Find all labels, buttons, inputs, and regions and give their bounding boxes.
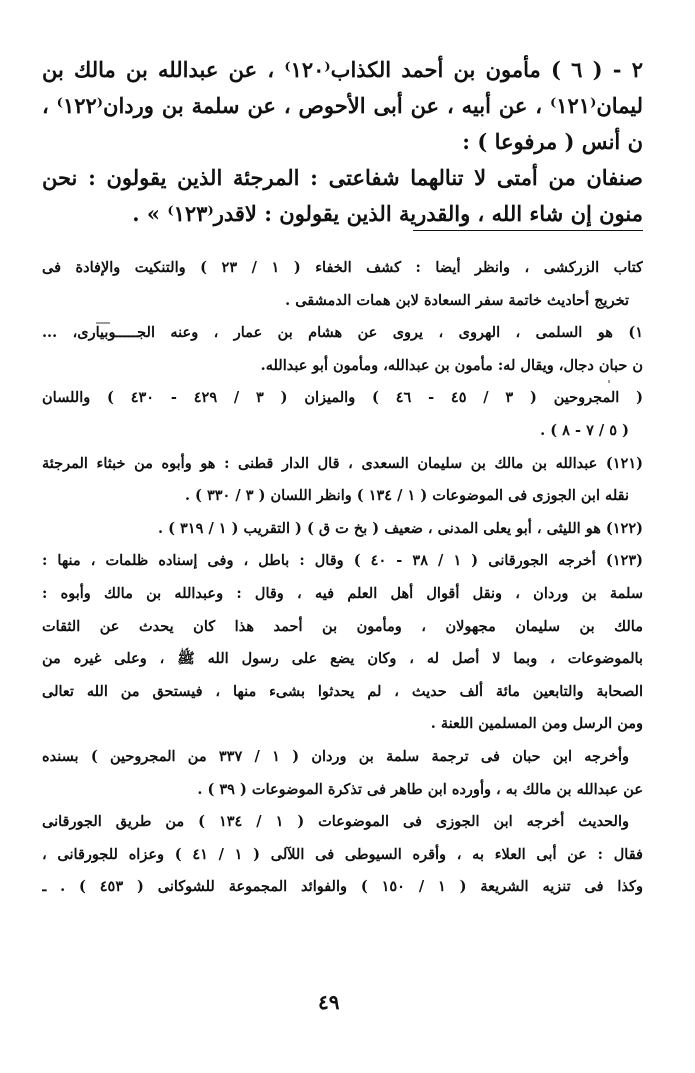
footnote-line: مالك بن سليمان مجهولان ، ومأمون بن أحمد هذا كان يحدث عن الثقات <box>42 617 643 635</box>
scan-speck <box>608 380 610 383</box>
footnote-line: (١٢٣) أخرجه الجورقانى ( ١ / ٣٨ - ٤٠ ) وقال : باطل ، وفى إسناده ظلمات ، منها : <box>42 552 643 570</box>
footnote-line: ( ٥ / ٧ - ٨ ) . <box>540 421 629 439</box>
footnote-line: ( المجروحين ( ٣ / ٤٥ - ٤٦ ) والميزان ( ٣ / ٤٢٩ - ٤٣٠ ) واللسان <box>42 389 643 407</box>
footnote-line: فقال : عن أبى العلاء به ، وأقره السيوطى فى اللآلى ( ١ / ٤١ ) وعزاه للجورقانى ، <box>42 845 643 863</box>
footnotes-block <box>42 252 643 904</box>
scan-speck <box>96 322 110 324</box>
main-line: منون إن شاء الله ، والقدرية الذين يقولون : لاقدر⁽١٢٣⁾ » . <box>132 201 643 226</box>
main-line: صنفان من أمتى لا تنالهما شفاعتى : المرجئة الذين يقولون : نحن <box>42 165 643 190</box>
footnote-line: ن حبان دجال، ويقال له: مأمون بن عبدالله، ومأمون أبو عبدالله. <box>260 356 643 374</box>
footnote-line: ١) هو السلمى ، الهروى ، يروى عن هشام بن عمار ، وعنه الجـــــوبيارى، ... <box>42 324 643 342</box>
footnote-line: عن عبدالله بن مالك به ، وأورده ابن طاهر فى تذكرة الموضوعات ( ٣٩ ) . <box>197 780 643 798</box>
footnote-line: ومن الرسل ومن المسلمين اللعنة . <box>430 715 643 733</box>
footnote-separator <box>413 230 643 231</box>
footnote-line: الصحابة والتابعين مائة ألف حديث ، لم يحدثوا بشىء منها ، فيستحق من الله تعالى <box>42 682 643 700</box>
footnote-line: بالموضوعات ، وبما لا أصل له ، وكان يضع على رسول الله ﷺ ، وعلى غيره من <box>42 650 643 668</box>
footnote-line: تخريج أحاديث خاتمة سفر السعادة لابن همات الدمشقى . <box>285 291 629 309</box>
footnote-line: (١٢٢) هو الليثى ، أبو يعلى المدنى ، ضعيف ( بخ ت ق ) ( التقريب ( ١ / ٣١٩ ) . <box>158 519 643 537</box>
footnote-line: سلمة بن وردان ، ونقل أقوال أهل العلم فيه ، وقال : وعبدالله بن مالك وأبوه : <box>42 584 643 602</box>
main-line: ن أنس ( مرفوعا ) : <box>462 129 643 154</box>
footnote-line: والحديث أخرجه ابن الجوزى فى الموضوعات ( ١ / ١٣٤ ) من طريق الجورقانى <box>42 813 629 831</box>
footnote-line: وأخرجه ابن حبان فى ترجمة سلمة بن وردان ( ١ / ٣٣٧ من المجروحين ) بسنده <box>42 747 629 765</box>
page-number: ٤٩ <box>318 990 340 1014</box>
main-line: ٢ - ( ٦ ) مأمون بن أحمد الكذاب⁽١٢٠⁾ ، عن عبدالله بن مالك بن <box>42 57 643 82</box>
footnote-line: (١٢١) عبدالله بن مالك بن سليمان السعدى ، قال الدار قطنى : هو وأبوه من خبثاء المرجئة <box>42 454 643 472</box>
footnote-line: وكذا فى تنزيه الشريعة ( ١ / ١٥٠ ) والفوائد المجموعة للشوكانى ( ٤٥٣ ) . ـ <box>42 878 643 896</box>
main-text-block <box>42 52 643 232</box>
footnote-line: نقله ابن الجوزى فى الموضوعات ( ١ / ١٣٤ ) وانظر اللسان ( ٣ / ٣٣٠ ) . <box>184 487 629 505</box>
footnote-line: كتاب الزركشى ، وانظر أيضا : كشف الخفاء ( ١ / ٢٣ ) والتنكيت والإفادة فى <box>42 259 643 276</box>
main-line: ليمان⁽١٢١⁾ ، عن أبيه ، عن أبى الأحوص ، عن سلمة بن وردان⁽١٢٢⁾ ، <box>42 93 643 118</box>
